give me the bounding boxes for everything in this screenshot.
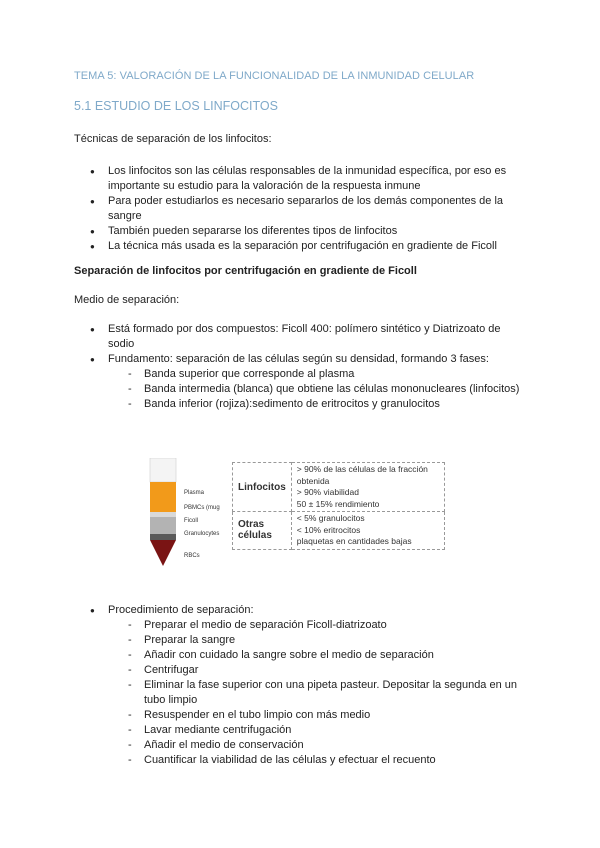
- ficoll-results-table: [232, 462, 445, 550]
- cell-line: > 90% viabilidad: [296, 487, 359, 497]
- medium-list: [88, 322, 528, 412]
- cell-line: > 90% de las células de la fracción obtenida: [296, 464, 428, 486]
- table-row: [233, 463, 445, 512]
- tube-label: PBMCs (mug: [184, 505, 220, 511]
- list-item: - Resuspender en el tubo limpio con más medio: [108, 708, 528, 723]
- ficoll-layer: [150, 517, 176, 534]
- pbmc-layer: [150, 512, 176, 517]
- ficoll-section-title: Separación de linfocitos por centrifugación en gradiente de Ficoll: [74, 265, 417, 277]
- list-item: [88, 603, 528, 768]
- procedure-steps: [108, 618, 528, 768]
- cell-line: 50 ± 15% rendimiento: [296, 498, 380, 509]
- list-item: - Banda superior que corresponde al plasma: [108, 367, 528, 382]
- procedure-list: [88, 603, 528, 768]
- row-label: Linfocitos: [233, 463, 292, 512]
- list-item: [88, 352, 528, 412]
- procedure-title: Procedimiento de separación:: [108, 604, 254, 616]
- cell-line: < 5% granulocitos: [296, 513, 365, 523]
- cell-line: plaquetas en cantidades bajas: [296, 536, 412, 546]
- list-item: - Preparar la sangre: [108, 633, 528, 648]
- list-item: ● La técnica más usada es la separación por centrifugación en gradiente de Ficoll: [88, 239, 528, 254]
- plasma-layer: [150, 482, 176, 512]
- list-item: - Lavar mediante centrifugación: [108, 723, 528, 738]
- list-item: - Banda inferior (rojiza):sedimento de eritrocitos y granulocitos: [108, 397, 528, 412]
- list-item: - Preparar el medio de separación Ficoll-diatrizoato: [108, 618, 528, 633]
- row-values: [291, 463, 444, 512]
- list-item: - Eliminar la fase superior con una pipeta pasteur. Depositar la segunda en un tubo limpio: [108, 678, 528, 708]
- tube-label: Plasma: [184, 490, 205, 496]
- list-item: ● Está formado por dos compuestos: Ficoll 400: polímero sintético y Diatrizoato de sodio: [88, 322, 528, 352]
- chapter-heading: TEMA 5: VALORACIÓN DE LA FUNCIONALIDAD DE LA INMUNIDAD CELULAR: [74, 70, 475, 82]
- phases-list: [108, 367, 528, 412]
- ficoll-figure: [148, 454, 448, 572]
- list-item: ● Los linfocitos son las células responsables de la inmunidad específica, por eso es importante su estudio para la valoración de la respuesta inmune: [88, 164, 528, 194]
- list-item: - Añadir el medio de conservación: [108, 738, 528, 753]
- tube-label: RBCs: [184, 553, 200, 559]
- centrifuge-tube-diagram: [148, 458, 178, 568]
- techniques-intro: Técnicas de separación de los linfocitos:: [74, 133, 272, 145]
- list-item: ● Para poder estudiarlos es necesario separarlos de los demás componentes de la sangre: [88, 194, 528, 224]
- list-item: - Banda intermedia (blanca) que obtiene las células mononucleares (linfocitos): [108, 382, 528, 397]
- tube-top: [150, 458, 176, 482]
- row-label: Otras células: [233, 512, 292, 550]
- cell-line: < 10% eritrocitos: [296, 524, 361, 535]
- techniques-list: [88, 164, 528, 254]
- section-heading: 5.1 ESTUDIO DE LOS LINFOCITOS: [74, 99, 278, 113]
- list-item: - Centrifugar: [108, 663, 528, 678]
- list-item: - Cuantificar la viabilidad de las células y efectuar el recuento: [108, 753, 528, 768]
- granulocytes-layer: [150, 534, 176, 540]
- medium-label: Medio de separación:: [74, 294, 180, 306]
- rbc-layer: [150, 540, 176, 566]
- list-item: ● También pueden separarse los diferentes tipos de linfocitos: [88, 224, 528, 239]
- tube-label: Ficoll: [184, 518, 199, 524]
- row-values: [291, 512, 444, 550]
- fundamento-text: Fundamento: separación de las células según su densidad, formando 3 fases:: [108, 353, 489, 365]
- tube-label: Granulocytes: [184, 531, 220, 537]
- table-row: [233, 512, 445, 550]
- list-item: - Añadir con cuidado la sangre sobre el medio de separación: [108, 648, 528, 663]
